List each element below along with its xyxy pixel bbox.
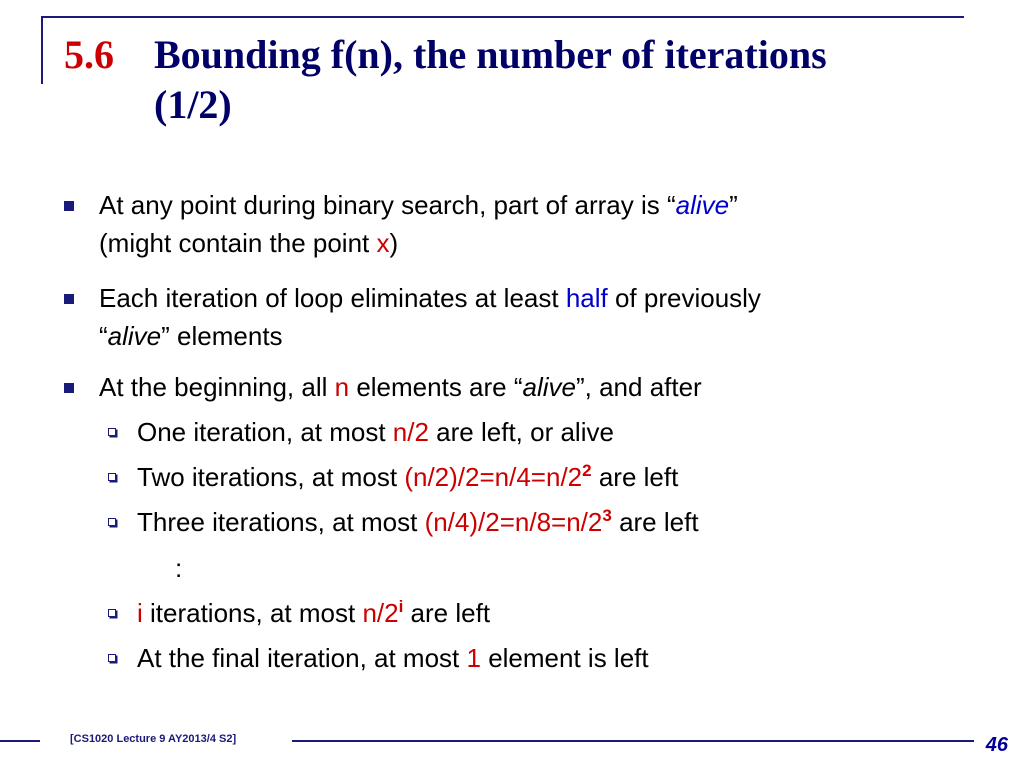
text-run: One iteration, at most — [137, 417, 393, 447]
ellipsis-text: : — [175, 553, 183, 583]
hollow-square-bullet-icon — [108, 473, 116, 481]
filled-square-bullet-icon — [64, 294, 74, 304]
exponent: 3 — [602, 506, 612, 525]
text-run: elements are “ — [349, 372, 523, 402]
text-run: ” elements — [161, 321, 283, 351]
bullet-line — [99, 224, 999, 262]
title-line-2: (1/2) — [154, 82, 232, 127]
footer-rule-left — [0, 740, 40, 742]
highlight-half: half — [565, 283, 608, 313]
highlight-n: n — [334, 372, 350, 402]
text-run: “ — [99, 321, 108, 351]
filled-square-bullet-icon — [64, 383, 74, 393]
exponent: i — [398, 597, 404, 616]
text-run: Two iterations, at most — [137, 462, 405, 492]
text-run: are left — [403, 598, 491, 628]
text-run: of previously — [607, 283, 761, 313]
bullet-text — [99, 279, 999, 355]
highlight-one: 1 — [466, 643, 481, 673]
highlight-expression: n/2 — [392, 417, 429, 447]
exponent: 2 — [582, 461, 592, 480]
sub-bullet-text — [137, 594, 997, 632]
text-run: iterations, at most — [142, 598, 363, 628]
bullet-line — [99, 317, 999, 355]
footer-course-label: [CS1020 Lecture 9 AY2013/4 S2] — [70, 733, 237, 745]
title-frame-left-rule — [41, 16, 43, 84]
text-run: ) — [389, 228, 399, 258]
highlight-x: x — [376, 228, 390, 258]
text-run: ”, and after — [575, 372, 702, 402]
highlight-expression — [362, 598, 403, 628]
expression-base: (n/2)/2=n/4=n/2 — [404, 462, 583, 492]
text-run: At the final iteration, at most — [137, 643, 467, 673]
hollow-square-bullet-icon — [108, 654, 116, 662]
highlight-expression — [425, 507, 612, 537]
text-run: are left — [611, 507, 699, 537]
bullet-line — [99, 186, 999, 224]
hollow-square-bullet-icon — [108, 428, 116, 436]
section-number: 5.6 — [64, 32, 114, 77]
title-line-1: Bounding f(n), the number of iterations — [154, 32, 827, 77]
emphasis-alive: alive — [107, 321, 162, 351]
text-run: Each iteration of loop eliminates at least — [99, 283, 566, 313]
text-run: ” — [729, 190, 738, 220]
hollow-square-bullet-icon — [108, 518, 116, 526]
emphasis-alive: alive — [675, 190, 730, 220]
expression-base: n/2 — [362, 598, 399, 628]
title-frame-top-rule — [41, 16, 964, 18]
filled-square-bullet-icon — [64, 201, 74, 211]
hollow-square-bullet-icon — [108, 609, 116, 617]
text-run: (might contain the point — [99, 228, 377, 258]
bullet-text — [99, 186, 999, 262]
text-run: element is left — [480, 643, 649, 673]
sub-bullet-text — [137, 458, 997, 496]
footer-rule-right — [292, 740, 974, 742]
highlight-i: i — [137, 598, 143, 628]
text-run: At any point during binary search, part of array is “ — [99, 190, 676, 220]
text-run: are left — [591, 462, 679, 492]
bullet-line — [99, 279, 999, 317]
text-run: Three iterations, at most — [137, 507, 425, 537]
sub-bullet-text — [137, 413, 997, 451]
emphasis-alive: alive — [522, 372, 576, 402]
text-run: At the beginning, all — [99, 372, 335, 402]
expression-base: (n/4)/2=n/8=n/2 — [424, 507, 603, 537]
page-number: 46 — [985, 734, 1008, 756]
sub-bullet-text — [137, 503, 997, 541]
highlight-expression — [404, 462, 591, 492]
title-text — [154, 30, 994, 130]
sub-bullet-text — [137, 639, 997, 677]
bullet-text — [99, 368, 999, 406]
text-run: are left, or alive — [428, 417, 614, 447]
